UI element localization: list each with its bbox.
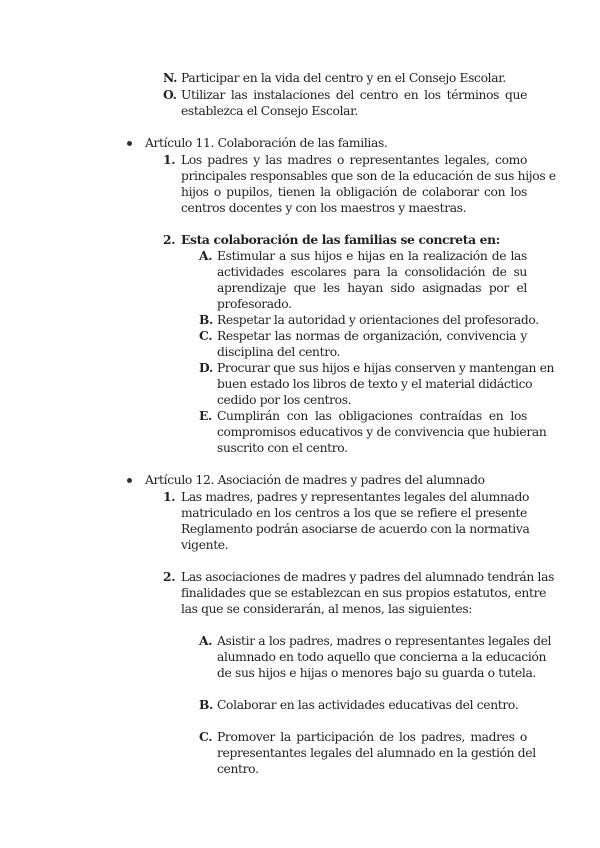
list-marker: E. [199, 408, 212, 423]
list-marker: 1. [163, 489, 176, 504]
list-item-text: actividades escolares para la consolidación de su [217, 265, 527, 279]
list-marker: O. [163, 87, 177, 102]
list-item-text: Procurar que sus hijos e hijas conserven y mantengan en [217, 361, 555, 375]
paragraph-line: Las asociaciones de madres y padres del alumnado tendrán las [181, 570, 555, 584]
list-marker: A. [199, 633, 213, 648]
list-item-text: Respetar las normas de organización, convivencia y [217, 329, 527, 343]
list-marker: B. [199, 697, 213, 712]
article-11-title: Artículo 11. Colaboración de las familias. [145, 136, 388, 150]
list-item-text: Cumplirán con las obligaciones contraídas en los [217, 409, 527, 423]
list-item-text: profesorado. [217, 297, 292, 311]
list-marker: 1. [163, 152, 176, 167]
paragraph-line: vigente. [181, 538, 229, 552]
list-marker: 2. [163, 569, 176, 584]
bullet [127, 478, 132, 483]
list-marker: C. [199, 729, 213, 744]
paragraph-line: Reglamento podrán asociarse de acuerdo con la normativa [181, 522, 530, 536]
list-marker: B. [199, 312, 213, 327]
list-item-text: cedido por los centros. [217, 393, 352, 407]
list-marker: D. [199, 360, 213, 375]
list-item-text: Respetar la autoridad y orientaciones del profesorado. [217, 313, 539, 327]
list-item-text: establezca el Consejo Escolar. [181, 104, 358, 118]
list-item-text: de sus hijos e hijas o menores bajo su guarda o tutela. [217, 666, 537, 680]
list-marker: A. [199, 248, 213, 263]
list-item-text: suscrito con el centro. [217, 441, 348, 455]
paragraph-line: finalidades que se establezcan en sus propios estatutos, entre [181, 586, 547, 600]
paragraph-line: las que se considerarán, al menos, las siguientes: [181, 602, 473, 616]
paragraph-line: principales responsables que son de la educación de sus hijos e [181, 169, 556, 183]
article-12-title: Artículo 12. Asociación de madres y padres del alumnado [145, 473, 485, 487]
section-heading: Esta colaboración de las familias se concreta en: [181, 232, 500, 247]
list-item-text: aprendizaje que les hayan sido asignadas por el [217, 281, 527, 295]
paragraph-line: Las madres, padres y representantes legales del alumnado [181, 490, 530, 504]
list-item-text: centro. [217, 762, 259, 776]
list-marker: 2. [163, 232, 176, 247]
list-item-text: buen estado los libros de texto y el material didáctico [217, 377, 533, 391]
paragraph-line: centros docentes y con los maestros y maestras. [181, 201, 467, 215]
list-item-text: Utilizar las instalaciones del centro en los términos que [181, 88, 527, 102]
list-item-text: Estimular a sus hijos e hijas en la realización de las [217, 249, 527, 263]
list-item-text: representantes legales del alumnado en la gestión del [217, 746, 536, 760]
bullet [127, 141, 132, 146]
list-marker: N. [163, 70, 178, 85]
paragraph-line: Los padres y las madres o representantes legales, como [181, 153, 527, 167]
paragraph-line: matriculado en los centros a los que se refiere el presente [181, 506, 527, 520]
list-item-text: disciplina del centro. [217, 345, 341, 359]
list-item-text: Participar en la vida del centro y en el Consejo Escolar. [181, 71, 506, 85]
list-item-text: compromisos educativos y de convivencia que hubieran [217, 425, 547, 439]
list-marker: C. [199, 328, 213, 343]
list-item-text: Asistir a los padres, madres o representantes legales del [217, 634, 552, 648]
list-item-text: Colaborar en las actividades educativas del centro. [217, 698, 519, 712]
paragraph-line: hijos o pupilos, tienen la obligación de colaborar con los [181, 185, 527, 199]
list-item-text: Promover la participación de los padres, madres o [217, 730, 527, 744]
list-item-text: alumnado en todo aquello que concierna a la educación [217, 650, 547, 664]
